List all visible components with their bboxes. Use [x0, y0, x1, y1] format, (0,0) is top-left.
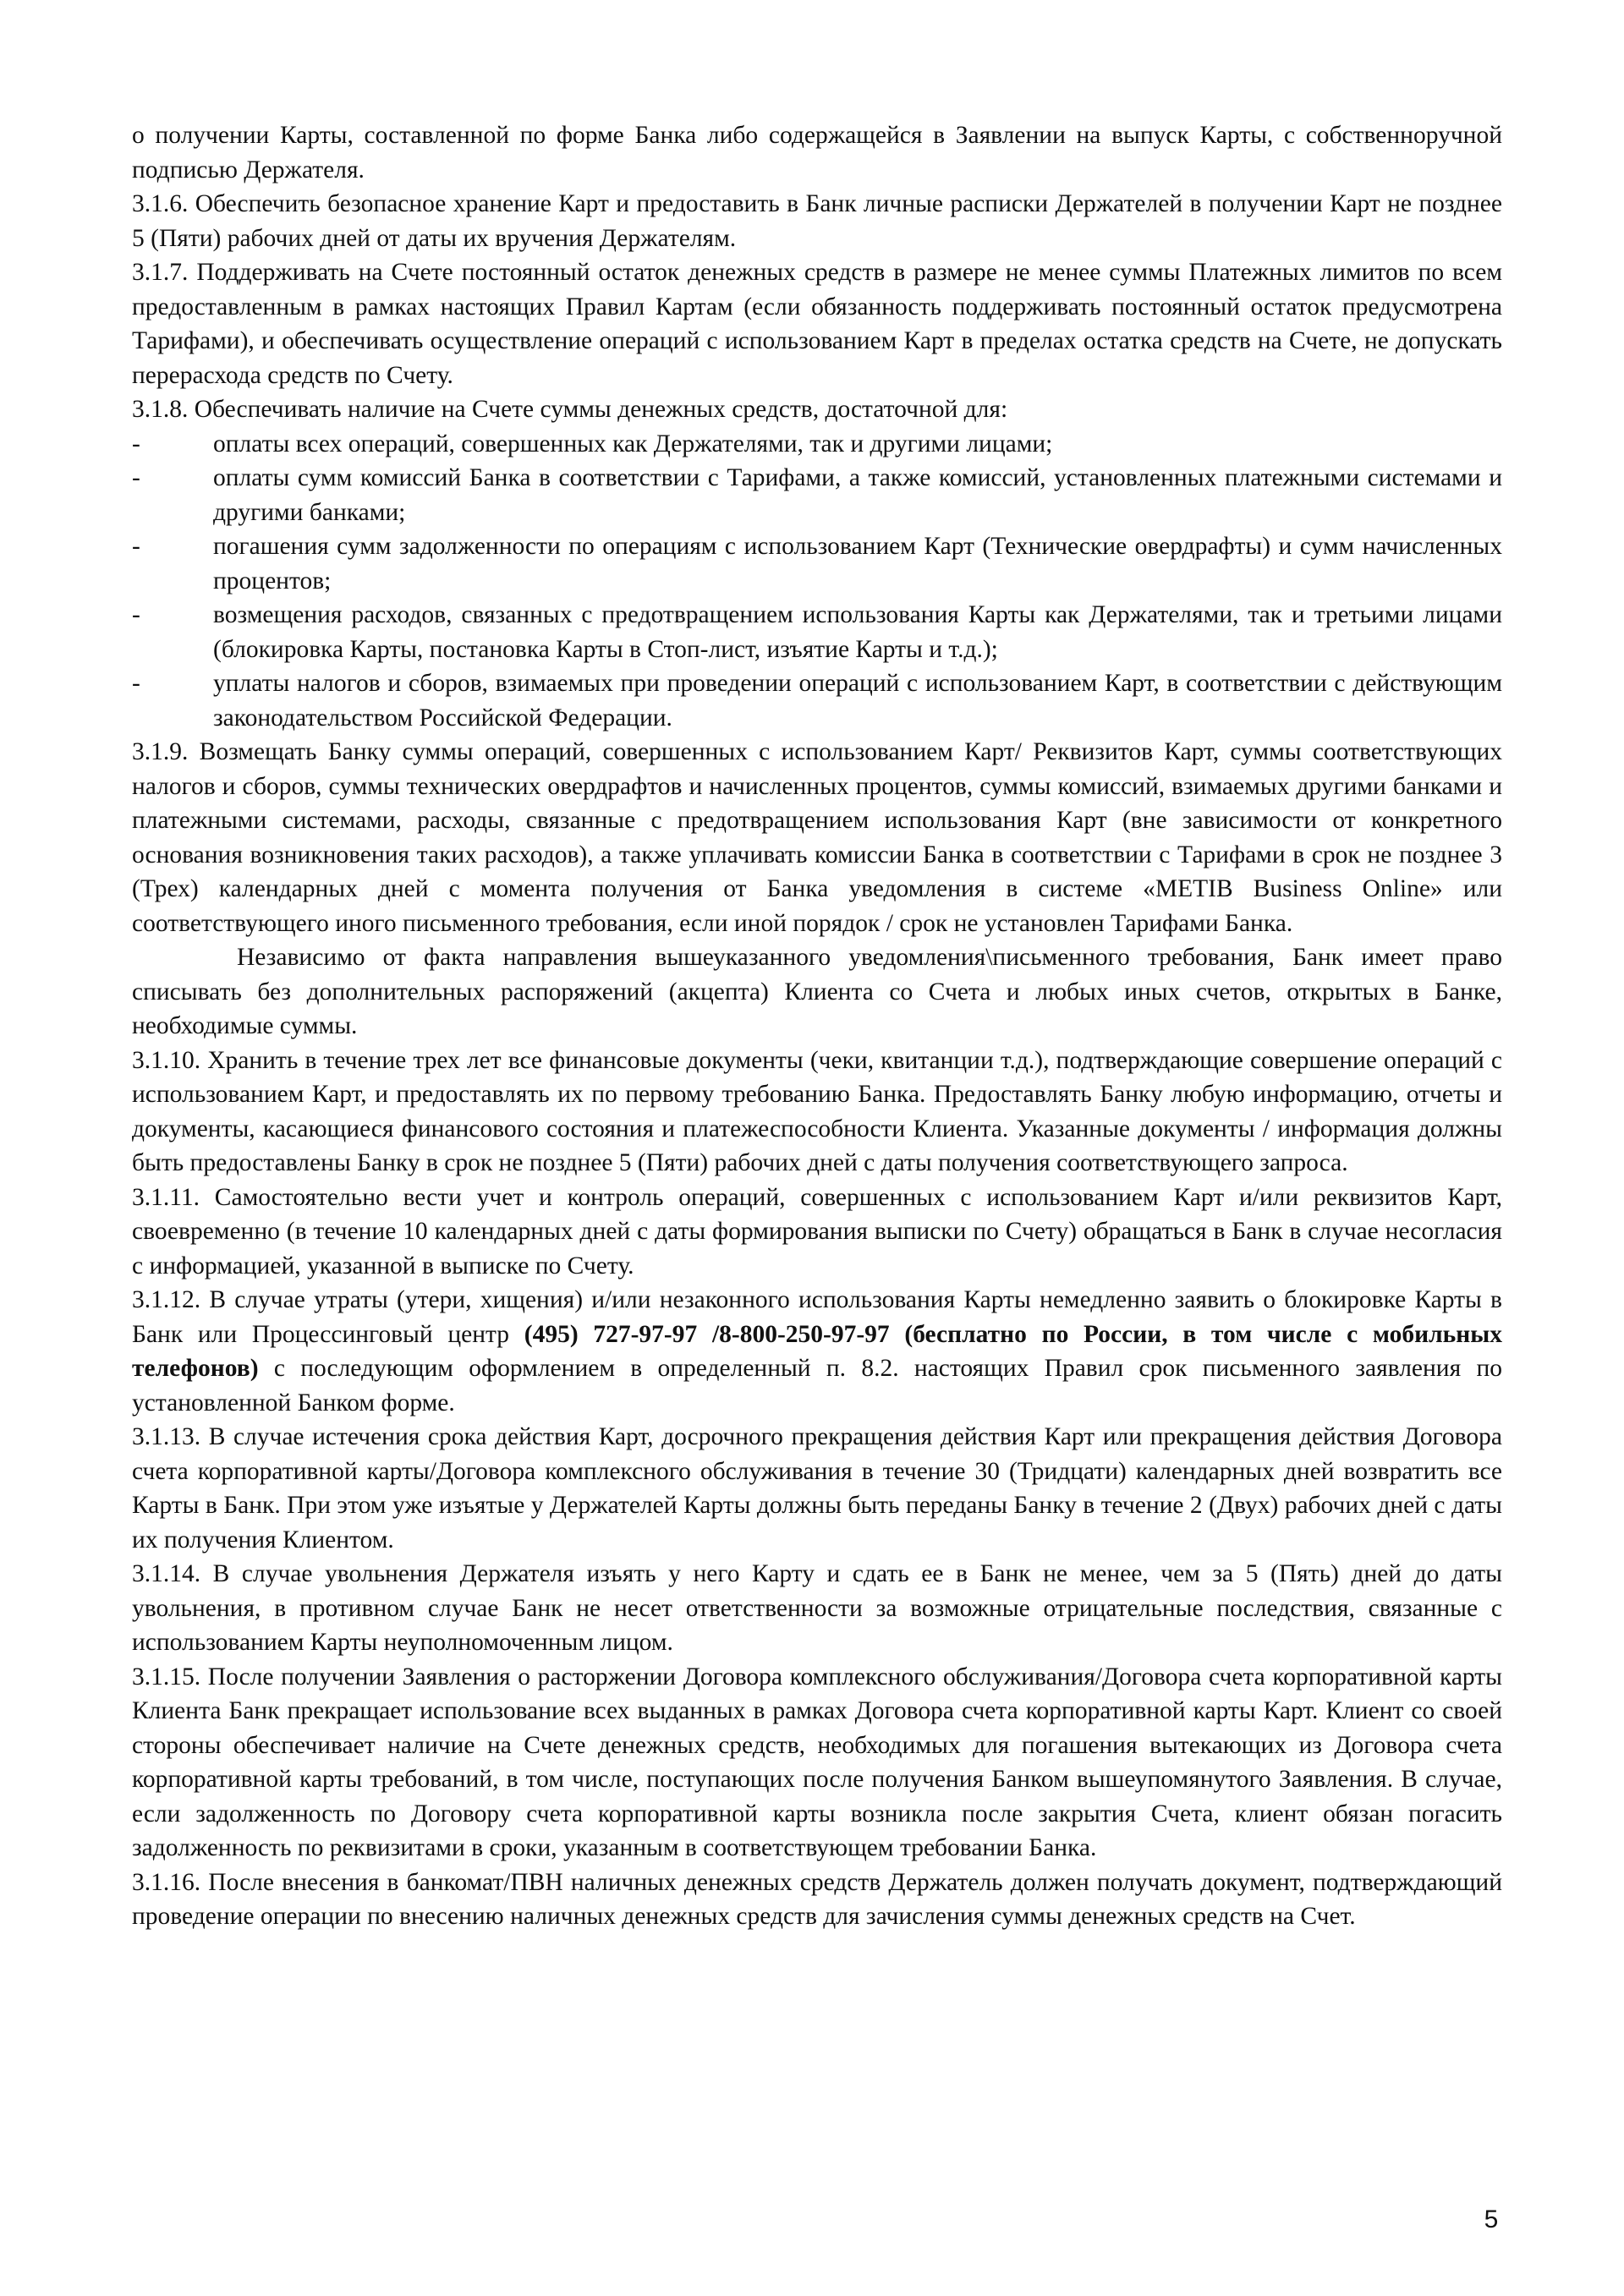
page-number: 5: [1484, 2206, 1499, 2233]
paragraph-continuation: о получении Карты, составленной по форме Банка либо содержащейся в Заявлении на выпуск Карты, с собственноручной подписью Держателя.: [132, 122, 1502, 184]
paragraph-3-1-13: 3.1.13. В случае истечения срока действия Карт, досрочного прекращения действия Карт или прекращения действия Договора счета корпоративной карты/Договора комплексного обслуживания в течение 30 (Тридцати) календарных дней возвратить все Карты в Банк. При этом уже изъятые у Держателей Карты должны быть переданы Банку в течение 2 (Двух) рабочих дней с даты их получения Клиентом.: [132, 1423, 1502, 1553]
paragraph-3-1-11: 3.1.11. Самостоятельно вести учет и контроль операций, совершенных с использованием Карт и/или реквизитов Карт, своевременно (в течение 10 календарных дней с даты формирования выписки по Счету) обращаться в Банк в случае несогласия с информацией, указанной в выписке по Счету.: [132, 1183, 1502, 1280]
dash-bullet: -: [132, 464, 140, 491]
paragraph-3-1-14: 3.1.14. В случае увольнения Держателя изъять у него Карту и сдать ее в Банк не менее, чем за 5 (Пять) дней до даты увольнения, в противном случае Банк не несет ответственности за возможные отрицательные последствия, связанные с использованием Карты неуполномоченным лицом.: [132, 1560, 1502, 1656]
processing-center-phone: (495) 727-97-97 /8-800-250-97-97 (бесплатно по России, в том числе с мобильных телефонов): [132, 1320, 1503, 1382]
paragraph-3-1-9: 3.1.9. Возмещать Банку суммы операций, совершенных с использованием Карт/ Реквизитов Карт, суммы соответствующих налогов и сборов, суммы технических овердрафтов и начисленных процентов, суммы комиссий, взимаемых другими банками и платежными системами, расходы, связанные с предотвращением использования Карт (вне зависимости от конкретного основания возникновения таких расходов), а также уплачивать комиссии Банка в соответствии с Тарифами в срок не позднее 3 (Трех) календарных дней с момента получения от Банка уведомления в системе «METIB Business Online» или соответствующего иного письменного требования, если иной порядок / срок не установлен Тарифами Банка.: [132, 738, 1502, 937]
list-item: [132, 598, 1502, 666]
paragraph-3-1-12-end: с последующим оформлением в определенный п. 8.2. настоящих Правил срок письменного заявления по установленной Банком форме.: [132, 1355, 1502, 1417]
paragraph-3-1-6: 3.1.6. Обеспечить безопасное хранение Карт и предоставить в Банк личные расписки Держателей в получении Карт не позднее 5 (Пяти) рабочих дней от даты их вручения Держателям.: [132, 190, 1502, 252]
list-item: [132, 529, 1502, 598]
paragraph-3-1-9-continued: Независимо от факта направления вышеуказанного уведомления\письменного требования, Банк имеет право списывать без дополнительных распоряжений (акцепта) Клиента со Счета и любых иных счетов, открытых в Банке, необходимые суммы.: [132, 944, 1502, 1039]
list-item: [132, 427, 1502, 462]
dash-bullet: -: [132, 533, 140, 560]
paragraph-3-1-12-start: 3.1.12. В случае утраты (утери, хищения) и/или незаконного использования Карты немедленно заявить о блокировке Карты в Банк или Процессинговый центр: [132, 1286, 1502, 1348]
list-3-1-8: [132, 427, 1502, 736]
list-item-text: погашения сумм задолженности по операциям с использованием Карт (Технические овердрафты) и сумм начисленных процентов;: [213, 533, 1502, 595]
list-item-text: оплаты всех операций, совершенных как Держателями, так и другими лицами;: [213, 430, 1053, 458]
paragraph-3-1-7: 3.1.7. Поддерживать на Счете постоянный остаток денежных средств в размере не менее суммы Платежных лимитов по всем предоставленным в рамках настоящих Правил Картам (если обязанность поддерживать постоянный остаток предусмотрена Тарифами), и обеспечивать осуществление операций с использованием Карт в пределах остатка средств на Счете, не допускать перерасхода средств по Счету.: [132, 259, 1502, 389]
list-item-text: оплаты сумм комиссий Банка в соответствии с Тарифами, а также комиссий, установленных платежными системами и другими банками;: [213, 464, 1502, 526]
paragraph-3-1-8: 3.1.8. Обеспечивать наличие на Счете суммы денежных средств, достаточной для:: [132, 396, 1008, 423]
dash-bullet: -: [132, 430, 140, 458]
list-item-text: уплаты налогов и сборов, взимаемых при проведении операций с использованием Карт, в соответствии с действующим законодательством Российской Федерации.: [213, 670, 1502, 732]
document-body: [132, 118, 1502, 1934]
paragraph-3-1-15: 3.1.15. После получении Заявления о расторжении Договора комплексного обслуживания/Договора счета корпоративной карты Клиента Банк прекращает использование всех выданных в рамках Договора счета корпоративной карты Карт. Клиент со своей стороны обеспечивает наличие на Счете денежных средств, необходимых для погашения вытекающих из Договора счета корпоративной карты требований, в том числе, поступающих после получения Банком вышеупомянутого Заявления. В случае, если задолженность по Договору счета корпоративной карты возникла после закрытия Счета, клиент обязан погасить задолженность по реквизитами в сроки, указанным в соответствующем требовании Банка.: [132, 1663, 1502, 1861]
paragraph-3-1-12: [132, 1283, 1502, 1420]
list-item: [132, 461, 1502, 529]
paragraph-3-1-10: 3.1.10. Хранить в течение трех лет все финансовые документы (чеки, квитанции т.д.), подтверждающие совершение операций с использованием Карт, и предоставлять их по первому требованию Банка. Предоставлять Банку любую информацию, отчеты и документы, касающиеся финансового состояния и платежеспособности Клиента. Указанные документы / информация должны быть предоставлены Банку в срок не позднее 5 (Пяти) рабочих дней с даты получения соответствующего запроса.: [132, 1046, 1502, 1176]
dash-bullet: -: [132, 601, 140, 628]
list-item: [132, 666, 1502, 735]
list-item-text: возмещения расходов, связанных с предотвращением использования Карты как Держателями, так и третьими лицами (блокировка Карты, постановка Карты в Стоп-лист, изъятие Карты и т.д.);: [213, 601, 1502, 663]
dash-bullet: -: [132, 670, 140, 697]
paragraph-3-1-16: 3.1.16. После внесения в банкомат/ПВН наличных денежных средств Держатель должен получать документ, подтверждающий проведение операции по внесению наличных денежных средств для зачисления суммы денежных средств на Счет.: [132, 1868, 1502, 1930]
